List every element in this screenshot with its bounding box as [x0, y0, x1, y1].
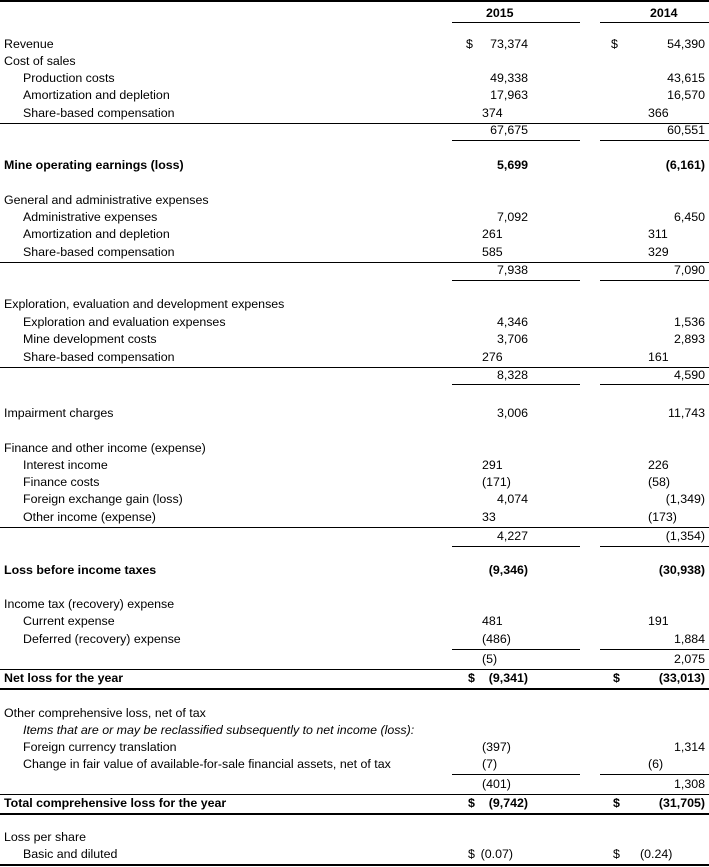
row-finance-heading: [0, 440, 709, 457]
value-2015: 585: [482, 245, 503, 259]
currency-symbol: $: [613, 796, 620, 810]
value-2014: 311: [648, 227, 668, 241]
row-impairment-charges: [0, 405, 709, 422]
subtotal-2015: 67,675: [490, 123, 528, 137]
value-2015: 17,963: [490, 88, 528, 102]
value-2015: (0.07): [480, 847, 513, 861]
value-2014: (173): [648, 510, 677, 524]
row-label: Basic and diluted: [23, 847, 118, 861]
row-label: Amortization and depletion: [23, 88, 170, 102]
row-label: Foreign exchange gain (loss): [23, 492, 183, 506]
row-label: Other comprehensive loss, net of tax: [4, 706, 206, 720]
value-2015: (9,742): [488, 796, 528, 810]
row-share-based-compensation: [0, 105, 709, 122]
subtotal-2015: (401): [482, 777, 511, 791]
row-revenue: [0, 36, 709, 53]
row-label: Loss before income taxes: [4, 563, 157, 577]
row-label: Total comprehensive loss for the year: [4, 796, 227, 810]
value-2015: 49,338: [490, 71, 528, 85]
row-subtotal-exploration: [0, 367, 709, 384]
value-2014: 6,450: [673, 210, 705, 224]
row-subtotal-general-admin: [0, 262, 709, 279]
value-2015: 73,374: [490, 37, 528, 51]
row-label: Administrative expenses: [23, 210, 158, 224]
row-foreign-currency-translation: [0, 739, 709, 756]
row-label: Interest income: [23, 458, 108, 472]
row-label: Finance and other income (expense): [4, 441, 206, 455]
value-2014: (33,013): [658, 671, 705, 685]
subtotal-2014: (1,354): [665, 529, 705, 543]
row-oci-heading: [0, 705, 709, 722]
subtotal-2015: 7,938: [496, 263, 528, 277]
row-label: Mine development costs: [23, 332, 157, 346]
row-label: Share-based compensation: [23, 106, 175, 120]
currency-symbol: $: [611, 37, 618, 51]
row-label: Loss per share: [4, 830, 86, 844]
value-2014: 1,536: [673, 315, 705, 329]
value-2015: (9,341): [488, 671, 528, 685]
column-header-2015: 2015: [486, 6, 514, 20]
value-2014: 43,615: [667, 71, 705, 85]
row-administrative-expenses: [0, 209, 709, 226]
row-label: Finance costs: [23, 475, 100, 489]
column-header-2014: 2014: [650, 6, 678, 20]
subtotal-2014: 2,075: [673, 652, 705, 666]
value-2015: 3,006: [496, 406, 528, 420]
value-2015: 7,092: [496, 210, 528, 224]
value-2015: 261: [482, 227, 503, 241]
value-2015: (9,346): [488, 563, 528, 577]
value-2014: (58): [648, 475, 671, 489]
currency-symbol: $: [468, 671, 475, 685]
row-label: Current expense: [23, 614, 115, 628]
value-2015: (171): [482, 475, 511, 489]
currency-symbol: $: [468, 796, 475, 810]
row-production-costs: [0, 70, 709, 87]
currency-symbol: $: [613, 671, 620, 685]
row-net-loss: [0, 670, 709, 687]
row-label: Change in fair value of available-for-sale financial assets, net of tax: [23, 757, 391, 771]
currency-symbol: $: [613, 847, 620, 861]
subtotal-rule-2015: [452, 384, 580, 385]
row-subtotal-cost-of-sales: [0, 122, 709, 139]
subtotal-2015: 4,227: [496, 529, 528, 543]
value-2014: 366: [648, 106, 669, 120]
subtotal-2015: (5): [482, 652, 498, 666]
subtotal-rule-2015: [452, 546, 580, 547]
row-current-expense: [0, 613, 709, 630]
value-2015: 276: [482, 350, 503, 364]
row-share-based-compensation: [0, 349, 709, 366]
subtotal-2014: 1,308: [673, 777, 705, 791]
row-amortization-depletion: [0, 87, 709, 104]
value-2014: (0.24): [640, 847, 673, 861]
value-2015: 374: [482, 106, 503, 120]
row-label: Share-based compensation: [23, 245, 175, 259]
row-label: Income tax (recovery) expense: [4, 597, 175, 611]
row-mine-operating-earnings: [0, 157, 709, 174]
row-general-admin-heading: [0, 192, 709, 209]
row-label: Exploration, evaluation and development expenses: [4, 297, 285, 311]
value-2014: 11,743: [668, 406, 705, 420]
subtotal-rule-2015: [452, 649, 580, 650]
value-2014: 161: [648, 350, 669, 364]
subtotal-rule-2014: [600, 774, 709, 775]
value-2015: 4,346: [496, 315, 528, 329]
value-2015: 3,706: [496, 332, 528, 346]
row-label: Cost of sales: [4, 54, 76, 68]
row-cost-of-sales: [0, 53, 709, 70]
subtotal-rule-2015: [452, 774, 580, 775]
row-interest-income: [0, 457, 709, 474]
row-exploration-heading: [0, 296, 709, 313]
row-subtotal-income-tax: [0, 651, 709, 668]
row-fair-value-change: [0, 756, 709, 773]
value-2014: (6): [648, 757, 664, 771]
value-2014: 191: [648, 614, 669, 628]
value-2015: (7): [482, 757, 498, 771]
value-2014: 1,884: [673, 632, 705, 646]
row-loss-before-taxes: [0, 562, 709, 579]
subtotal-rule-2014: [600, 280, 709, 281]
row-label: Net loss for the year: [4, 671, 124, 685]
row-label: Other income (expense): [23, 510, 156, 524]
row-basic-diluted: [0, 846, 709, 863]
value-2014: 2,893: [673, 332, 705, 346]
row-label: Mine operating earnings (loss): [4, 158, 184, 172]
subtotal-2014: 4,590: [673, 368, 705, 382]
row-label: Impairment charges: [4, 406, 114, 420]
double-rule: [0, 688, 709, 690]
top-rule: [0, 0, 709, 2]
header-underline-2015: [452, 22, 580, 23]
subtotal-rule-2015: [452, 140, 580, 141]
subtotal-rule-2014: [600, 546, 709, 547]
value-2014: (1,349): [665, 492, 705, 506]
bottom-rule: [0, 864, 709, 866]
row-loss-per-share-heading: [0, 829, 709, 846]
value-2015: 4,074: [496, 492, 528, 506]
value-2014: 54,390: [667, 37, 705, 51]
row-deferred-expense: [0, 631, 709, 648]
row-label: Amortization and depletion: [23, 227, 170, 241]
subtotal-rule-2015: [452, 280, 580, 281]
row-label: Deferred (recovery) expense: [23, 632, 181, 646]
row-label: Share-based compensation: [23, 350, 175, 364]
row-label: Revenue: [4, 37, 54, 51]
currency-symbol: $: [468, 847, 475, 861]
row-total-comprehensive-loss: [0, 795, 709, 812]
subtotal-2015: 8,328: [496, 368, 528, 382]
row-income-tax-heading: [0, 596, 709, 613]
row-subtotal-oci: [0, 776, 709, 793]
value-2014: (30,938): [658, 563, 705, 577]
value-2015: 5,699: [496, 158, 528, 172]
row-share-based-compensation: [0, 244, 709, 261]
value-2014: 226: [648, 458, 669, 472]
row-foreign-exchange: [0, 491, 709, 508]
value-2015: 291: [482, 458, 503, 472]
value-2015: 33: [482, 510, 496, 524]
value-2014: (31,705): [658, 796, 705, 810]
value-2015: 481: [482, 614, 503, 628]
subtotal-rule-2014: [600, 140, 709, 141]
value-2015: (397): [482, 740, 511, 754]
row-label: Foreign currency translation: [23, 740, 177, 754]
header-underline-2014: [600, 22, 709, 23]
value-2014: 1,314: [673, 740, 705, 754]
currency-symbol: $: [466, 37, 473, 51]
row-exploration-evaluation-expenses: [0, 314, 709, 331]
value-2015: (486): [482, 632, 511, 646]
row-subtotal-finance: [0, 528, 709, 545]
subtotal-rule-2014: [600, 384, 709, 385]
subtotal-2014: 60,551: [667, 123, 705, 137]
row-label: Production costs: [23, 71, 115, 85]
double-rule: [0, 813, 709, 815]
row-label: Exploration and evaluation expenses: [23, 315, 226, 329]
row-finance-costs: [0, 474, 709, 491]
row-mine-development-costs: [0, 331, 709, 348]
row-label: Items that are or may be reclassified subsequently to net income (loss):: [23, 723, 415, 737]
row-oci-subheading: [0, 722, 709, 739]
row-other-income: [0, 509, 709, 526]
subtotal-2014: 7,090: [673, 263, 705, 277]
row-amortization-depletion: [0, 226, 709, 243]
value-2014: (6,161): [665, 158, 705, 172]
value-2014: 16,570: [667, 88, 705, 102]
row-label: General and administrative expenses: [4, 193, 209, 207]
subtotal-rule-2014: [600, 649, 709, 650]
value-2014: 329: [648, 245, 669, 259]
